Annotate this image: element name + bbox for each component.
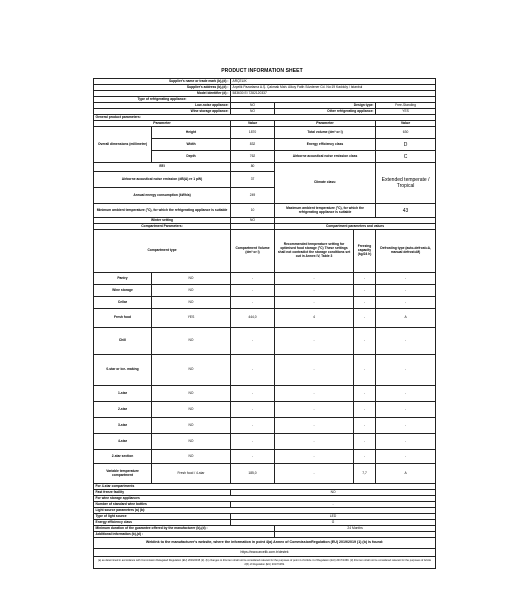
compartment-name: Wine storage — [94, 285, 152, 297]
noise-emission-label: Airborne acoustical noise emission (dB(A) re 1 pW) — [94, 172, 231, 188]
compartment-temp: - — [275, 297, 354, 309]
supplier-address-label: Supplier's address (b),(d) : — [94, 85, 231, 91]
compartment-freezing: - — [354, 386, 376, 402]
low-noise-value: NO — [231, 103, 275, 109]
design-type-label: Design type: — [275, 103, 376, 109]
compartment-defrost: A — [376, 464, 436, 484]
compartment-freezing: - — [354, 355, 376, 386]
guarantee-label: Minimum duration of the guarantee offered by the manufacturer (b),(d) : — [94, 526, 275, 532]
compartment-name: Variable temperature compartment — [94, 464, 152, 484]
other-refrigerating-value: YES — [376, 109, 436, 115]
compartment-params-header: Compartment parameters and values — [275, 224, 436, 230]
compartment-defrost: - — [376, 450, 436, 464]
compartment-volume: - — [231, 297, 275, 309]
min-temp-label: Minimum ambient temperature (°C), for which the refrigerating appliance is suitable — [94, 204, 231, 218]
compartment-temp: 4 — [275, 309, 354, 328]
compartment-temp: - — [275, 450, 354, 464]
parameter-col-header-2: Parameter — [275, 121, 376, 127]
compartment-row — [94, 285, 436, 297]
supplier-name-label: Supplier's name or trade mark (b),(d) : — [94, 79, 231, 85]
model-identifier-value: 583630 EI 7282120337 — [231, 91, 436, 97]
compartment-name: 1-star — [94, 386, 152, 402]
energy-class-label: Energy efficiency class — [275, 139, 376, 151]
height-label: Height — [152, 127, 231, 139]
compartment-volume: - — [231, 450, 275, 464]
wine-storage-value: NO — [231, 109, 275, 115]
compartment-row — [94, 273, 436, 285]
weblink-row — [94, 538, 436, 549]
compartment-row — [94, 309, 436, 328]
wine-bottles-label: Number of standard wine bottles — [94, 502, 231, 508]
guarantee-value: 24 Months — [275, 526, 436, 532]
compartment-name: 3-star — [94, 418, 152, 434]
total-volume-value: 630 — [376, 127, 436, 139]
light-class-value: G — [231, 520, 436, 526]
compartment-freezing: - — [354, 418, 376, 434]
compartment-defrost: - — [376, 402, 436, 418]
compartment-present: NO — [152, 402, 231, 418]
weblink-text: Weblink to the manufacturer's website, where the information in point 4(a) Annex of CommissionRegulation (EU) 2019/2019 (1) (b) is found: — [94, 538, 436, 549]
winter-setting-label: Winter setting — [94, 218, 231, 224]
height-value: 1870 — [231, 127, 275, 139]
four-star-header: For 4-star compartments — [94, 484, 436, 490]
compartment-row — [94, 328, 436, 355]
compartment-defrost: - — [376, 273, 436, 285]
page-title: PRODUCT INFORMATION SHEET — [221, 68, 303, 74]
depth-value: 762 — [231, 151, 275, 163]
model-identifier-label: Model identifier (d) : — [94, 91, 231, 97]
compartment-temp: - — [275, 386, 354, 402]
compartment-row — [94, 450, 436, 464]
compartment-volume: - — [231, 285, 275, 297]
compartment-temp: - — [275, 464, 354, 484]
compartment-temp: - — [275, 434, 354, 450]
compartment-name: 0-star or ice- making — [94, 355, 152, 386]
compartment-name: Pantry — [94, 273, 152, 285]
compartment-row — [94, 402, 436, 418]
compartment-present: NO — [152, 418, 231, 434]
width-label: Width — [152, 139, 231, 151]
compartment-defrost: - — [376, 285, 436, 297]
compartment-name: Chill — [94, 328, 152, 355]
footnote-row — [94, 557, 436, 569]
compartment-temp: - — [275, 273, 354, 285]
compartment-freezing: - — [354, 309, 376, 328]
eei-value: 80 — [231, 163, 275, 172]
light-class-label: Energy efficiency class — [94, 520, 231, 526]
max-temp-label: Maximum ambient temperature (°C), for which the refrigerating appliance is suitable — [275, 204, 376, 218]
url-row — [94, 549, 436, 557]
noise-class-value: C — [376, 151, 436, 163]
supplier-name-value: ARÇELIK — [231, 79, 436, 85]
climate-class-label: Climate class: — [275, 163, 376, 204]
light-header: Light source parameters (a) (b): — [94, 508, 436, 514]
compartment-freezing: - — [354, 434, 376, 450]
compartment-volume: 185,0 — [231, 464, 275, 484]
compartment-header: Compartment Parameters: — [94, 224, 231, 230]
compartment-freezing: - — [354, 273, 376, 285]
supplier-address-value: Arçelik Pazarlama A.Ş. Çakmak Mah. Alkoy Fatih Sözdener Cd. No:19 Kadıköy / İstanbul — [231, 85, 436, 91]
compartment-defrost: - — [376, 328, 436, 355]
support-url-link[interactable]: https://www.arcelik.com.tr/destek — [94, 549, 436, 557]
compartment-volume-col: Compartment Volume (dm³ or l) — [231, 230, 275, 273]
height-row — [94, 127, 436, 139]
compartment-row — [94, 297, 436, 309]
compartment-present: NO — [152, 297, 231, 309]
general-header: General product parameters: — [94, 115, 436, 121]
fast-freeze-label: Fast freeze facility — [94, 490, 231, 496]
compartment-name: 4-star — [94, 434, 152, 450]
compartment-present: NO — [152, 355, 231, 386]
compartment-temp: - — [275, 328, 354, 355]
info-table — [93, 78, 436, 569]
eei-row — [94, 163, 436, 172]
width-value: 832 — [231, 139, 275, 151]
compartment-type-col: Compartment type — [94, 230, 231, 273]
compartment-present: NO — [152, 273, 231, 285]
compartment-row — [94, 418, 436, 434]
compartment-volume: - — [231, 434, 275, 450]
compartment-present: YES — [152, 309, 231, 328]
compartment-volume: - — [231, 273, 275, 285]
compartment-name: 2-star section — [94, 450, 152, 464]
energy-class-value: D — [376, 139, 436, 151]
compartment-row — [94, 355, 436, 386]
wine-storage-label: Wine storage appliance: — [94, 109, 231, 115]
compartment-volume: - — [231, 418, 275, 434]
other-refrigerating-label: Other refrigerating appliance: — [275, 109, 376, 115]
total-volume-label: Total volume (dm³ or l) — [275, 127, 376, 139]
compartment-present: NO — [152, 328, 231, 355]
eei-label: EEI — [94, 163, 231, 172]
design-type-value: Free-Standing — [376, 103, 436, 109]
compartment-row — [94, 386, 436, 402]
wine-header: For wine storage appliances — [94, 496, 436, 502]
noise-emission-value: 37 — [231, 172, 275, 188]
footnote-text: (a) as determined in accordance with Commission Delegated Regulation (EU) 2019/2015 (2). (b) changes to this item shall not be considered relevant for the purposes of point 4 of Article 4 of Regulation (EU) 2017/1369. (d) this item shall not be considered relevant for the purposes of Article 2(6) of Regulation (EU) 2017/1369. — [94, 557, 436, 569]
compartment-defrost: - — [376, 434, 436, 450]
compartment-freezing: - — [354, 285, 376, 297]
compartment-temp: - — [275, 285, 354, 297]
compartment-volume: - — [231, 355, 275, 386]
annual-energy-value: 249 — [231, 188, 275, 204]
compartment-defrost: A — [376, 309, 436, 328]
freezing-capacity-col: Freezing capacity (kg/24 h) — [354, 230, 376, 273]
compartment-name: Fresh food — [94, 309, 152, 328]
value-col-header-2: Value — [376, 121, 436, 127]
compartment-temp: - — [275, 355, 354, 386]
compartment-row — [94, 434, 436, 450]
dimensions-label: Overall dimensions (millimetre) — [94, 127, 152, 163]
light-type-label: Type of light source — [94, 514, 231, 520]
compartment-temp: - — [275, 402, 354, 418]
fast-freeze-value: NO — [231, 490, 436, 496]
compartment-defrost: - — [376, 297, 436, 309]
compartment-present: NO — [152, 450, 231, 464]
compartment-columns-row — [94, 230, 436, 273]
compartment-defrost: - — [376, 355, 436, 386]
defrost-type-col: Defrosting type (auto-defrost=A, manual defrost=M) — [376, 230, 436, 273]
compartment-freezing: - — [354, 450, 376, 464]
compartment-name: Cellar — [94, 297, 152, 309]
max-temp-value: 43 — [376, 204, 436, 218]
compartment-volume: 444,0 — [231, 309, 275, 328]
compartment-temp: - — [275, 418, 354, 434]
type-header: Type of refrigerating appliance: — [94, 97, 231, 103]
winter-setting-value: NO — [231, 218, 275, 224]
annual-energy-label: Annual energy consumption (kWh/a) — [94, 188, 231, 204]
value-col-header: Value — [231, 121, 275, 127]
compartment-freezing: - — [354, 297, 376, 309]
additional-info-label: Additional information (b),(d) : — [94, 532, 275, 538]
compartment-volume: - — [231, 402, 275, 418]
compartment-present: Fresh food / 4-star — [152, 464, 231, 484]
compartment-defrost: - — [376, 418, 436, 434]
compartment-volume: - — [231, 386, 275, 402]
product-information-sheet — [93, 78, 435, 569]
depth-label: Depth — [152, 151, 231, 163]
recommended-temp-col: Recommended temperature setting for optimised food storage (°C) These settings shall not contradict the storage conditions set out in Annex IV, Table 3 — [275, 230, 354, 273]
climate-class-value: Extended temperate / Tropical — [376, 163, 436, 204]
compartment-name: 2-star — [94, 402, 152, 418]
noise-class-label: Airborne acoustical noise emission class — [275, 151, 376, 163]
compartment-row — [94, 464, 436, 484]
wine-bottles-value: - — [231, 502, 436, 508]
low-noise-label: Low-noise appliance: — [94, 103, 231, 109]
compartment-defrost: - — [376, 386, 436, 402]
compartment-volume: - — [231, 328, 275, 355]
min-temp-value: 10 — [231, 204, 275, 218]
compartment-present: NO — [152, 386, 231, 402]
parameter-col-header: Parameter — [94, 121, 231, 127]
compartment-freezing: - — [354, 402, 376, 418]
compartment-present: NO — [152, 434, 231, 450]
compartment-freezing: - — [354, 328, 376, 355]
compartment-freezing: 7,7 — [354, 464, 376, 484]
ambient-temp-row — [94, 204, 436, 218]
light-type-value: LED — [231, 514, 436, 520]
compartment-present: NO — [152, 285, 231, 297]
